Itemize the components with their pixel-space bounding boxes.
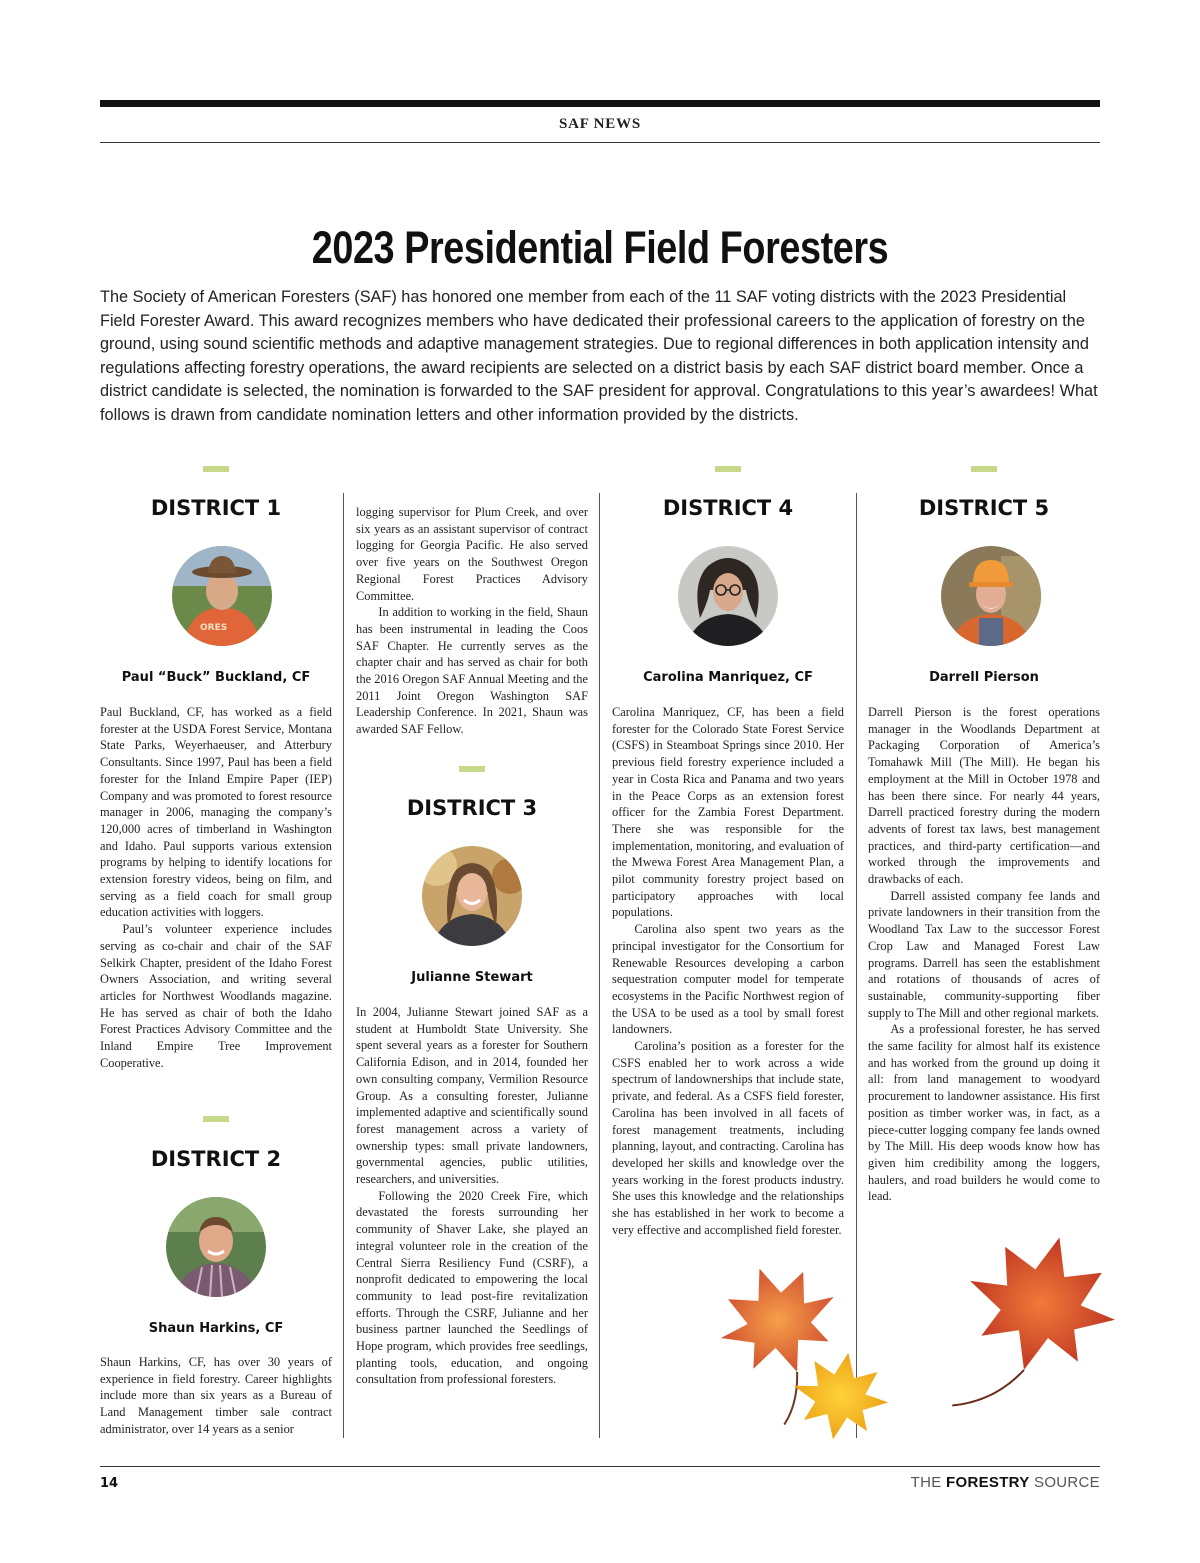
magazine-name: THE FORESTRY SOURCE	[910, 1474, 1100, 1491]
bio-paragraph: logging supervisor for Plum Creek, and over six years as an assistant supervisor of contract logging for Georgia Pacific. He also served over five years on the Southwest Oregon Regional Forest Practices Advisory Committee.	[356, 505, 588, 603]
portrait-paul-buckland	[172, 546, 272, 646]
bio-paragraph: Following the 2020 Creek Fire, which devastated the forests surrounding her community of Shaver Lake, she played an integral volunteer role in the creation of the Central Sierra Resiliency Fund (CSRF), a nonprofit dedicated to empowering the local community to lead post-fire revitalization efforts. Through the CSRF, Julianne and her business partner launched the Seedlings of Hope program, which provides free seedlings, planting tools, education, and ongoing consultation from professional foresters.	[356, 1188, 588, 1387]
column-divider	[343, 493, 344, 1438]
maple-leaf	[786, 1344, 896, 1445]
portrait-julianne-stewart	[422, 846, 522, 946]
bio-paragraph: In addition to working in the field, Shaun has been instrumental in leading the Coos SAF Chapter. He currently serves as the chapter chair and has served as chair for both the 2016 Oregon SAF Annual Meeting and the 2011 Joint Oregon Washington SAF Leadership Conference. In 2021, Shaun was awarded SAF Fellow.	[356, 605, 588, 737]
bio-paragraph: Darrell Pierson is the forest operations manager in the Woodlands Department at Packaging Corporation of America’s Tomahawk Mill (The Mill). He began his employment at the Mill in October 1978 and has been there since. For nearly 44 years, Darrell practiced forestry during the modern advents of forest tax laws, best management practices, and third-party certification—and worked through the improvements and drawbacks of each.	[868, 705, 1100, 887]
awardee-name: Darrell Pierson	[929, 670, 1039, 685]
page-number: 14	[100, 1476, 119, 1491]
district-5-bio	[868, 704, 1100, 1205]
bio-paragraph: Shaun Harkins, CF, has over 30 years of experience in field forestry. Career highlights include more than six years as a Bureau of Land Management timber sale contract administrator, over 14 years as a senior	[100, 1355, 332, 1436]
awardee-name: Shaun Harkins, CF	[148, 1321, 284, 1336]
awardee-name: Julianne Stewart	[411, 970, 533, 985]
district-5-heading: DISTRICT 5	[918, 496, 1050, 520]
bio-paragraph: Carolina’s position as a forester for the CSFS enabled her to work across a wide spectrum of landownerships that include state, private, and federal. As a CSFS field forester, Carolina has been involved in all facets of forest management treatments, including planning, layout, and contracting. Carolina has developed her skills and knowledge over the years working in the forest products industry. She uses this knowledge and the relationships she has established in her work to become a very effective and accomplished field forester.	[612, 1039, 844, 1237]
accent-dash	[459, 766, 485, 772]
accent-dash	[971, 466, 997, 472]
accent-dash	[203, 466, 229, 472]
autumn-leaves-image	[640, 1230, 1170, 1445]
footer-rule	[100, 1466, 1100, 1467]
accent-dash	[715, 466, 741, 472]
awardee-name: Carolina Manriquez, CF	[643, 670, 813, 685]
district-4-bio	[612, 704, 844, 1239]
bio-paragraph: Carolina also spent two years as the principal investigator for the Consortium for Renewable Resources developing a carbon sequestration computer model for temperate ecosystems in the Pacific Northwest region of the USA to be used as a tool by small forest landowners.	[612, 922, 844, 1037]
portrait-carolina-manriquez	[678, 546, 778, 646]
top-rule	[100, 100, 1100, 107]
awardee-name: Paul “Buck” Buckland, CF	[121, 670, 311, 685]
intro-paragraph: The Society of American Foresters (SAF) has honored one member from each of the 11 SAF voting districts with the 2023 Presidential Field Forester Award. This award recognizes members who have dedicated their professional careers to the application of forestry on the ground, using sound scientific methods and adaptive management strategies. Due to regional differences in both application intensity and regulations affecting forestry operations, the award recipients are selected on a district basis by each SAF district board member. Once a district candidate is selected, the nomination is forwarded to the SAF president for approval. Congratulations to this year’s awardees! What follows is drawn from candidate nomination letters and other information provided by the districts.	[100, 288, 1098, 424]
district-2-bio	[100, 1354, 332, 1438]
bio-paragraph: Darrell assisted company fee lands and private landowners in their transition from the Woodland Tax Law to the successor Forest Crop Law and Managed Forest Law programs. Darrell has seen the establishment and rotations of thousands of acres of sustainable, community-supporting fiber supply to The Mill and other regional markets.	[868, 888, 1100, 1020]
svg-text:ORES: ORES	[200, 623, 228, 633]
district-1-bio	[100, 704, 332, 1071]
page-title: 2023 Presidential Field Foresters	[311, 222, 889, 273]
district-2-bio-continued	[356, 504, 588, 738]
bio-paragraph: As a professional forester, he has served the same facility for almost half its existence and has worked from the ground up doing it all: from land management to woodyard procurement to landowner assistance. His first position as timber worker was, in fact, as a piece-cutter logging company fee lands owned by The Mill. His deep woods know how has given him credibility among the loggers, haulers, and road builders he would come to lead.	[868, 1022, 1100, 1204]
district-3-bio	[356, 1004, 588, 1388]
district-2-heading: DISTRICT 2	[150, 1147, 282, 1171]
bio-paragraph: In 2004, Julianne Stewart joined SAF as a student at Humboldt State University. She spent several years as a forester for Southern California Edison, and in 2014, founded her own consulting company, Vermilion Resource Group. As a consulting forester, Julianne implemented adaptive and scientifically sound forest management across a variety of ownership types: small private landowners, governmental agencies, public utilities, researchers, and universities.	[356, 1005, 588, 1187]
district-1-heading: DISTRICT 1	[150, 496, 282, 520]
district-3-heading: DISTRICT 3	[406, 796, 538, 820]
accent-dash	[203, 1116, 229, 1122]
bio-paragraph: Carolina Manriquez, CF, has been a field forester for the Colorado State Forest Service (CSFS) in Steamboat Springs since 2010. Her previous field forestry experience included a year in Costa Rica and Panama and two years in the Peace Corps as an extension forest officer for the Zambia Forest Department. There she was responsible for the implementation, monitoring, and evaluation of the Mwewa Forest Area Management Plan, a pilot community forestry project based on participatory approaches with local populations.	[612, 705, 844, 920]
portrait-darrell-pierson	[941, 546, 1041, 646]
header-rule	[100, 142, 1100, 143]
district-4-heading: DISTRICT 4	[662, 496, 794, 520]
section-label: SAF NEWS	[558, 116, 642, 132]
bio-paragraph: Paul’s volunteer experience includes serving as co-chair and chair of the SAF Selkirk Chapter, president of the Idaho Forest Owners Association, and writing several articles for Northwest Woodlands magazine. He has served as chair of both the Idaho Forest Practices Advisory Committee and the Inland Empire Tree Improvement Cooperative.	[100, 922, 332, 1070]
maple-leaf	[938, 1230, 1132, 1440]
column-divider	[599, 493, 600, 1438]
bio-paragraph: Paul Buckland, CF, has worked as a field forester at the USDA Forest Service, Montana State Parks, Weyerhaeuser, and Atterbury Consultants. Since 1997, Paul has been a field forester for the Inland Empire Paper (IEP) Company and was promoted to forest resource manager in 2006, managing the company’s 120,000 acres of timberland in Washington and Idaho. Paul supports various extension programs by helping to identify locations for extension forestry videos, being on film, and serving as a field coach for small group education activities with loggers.	[100, 705, 332, 920]
portrait-shaun-harkins	[166, 1197, 266, 1297]
